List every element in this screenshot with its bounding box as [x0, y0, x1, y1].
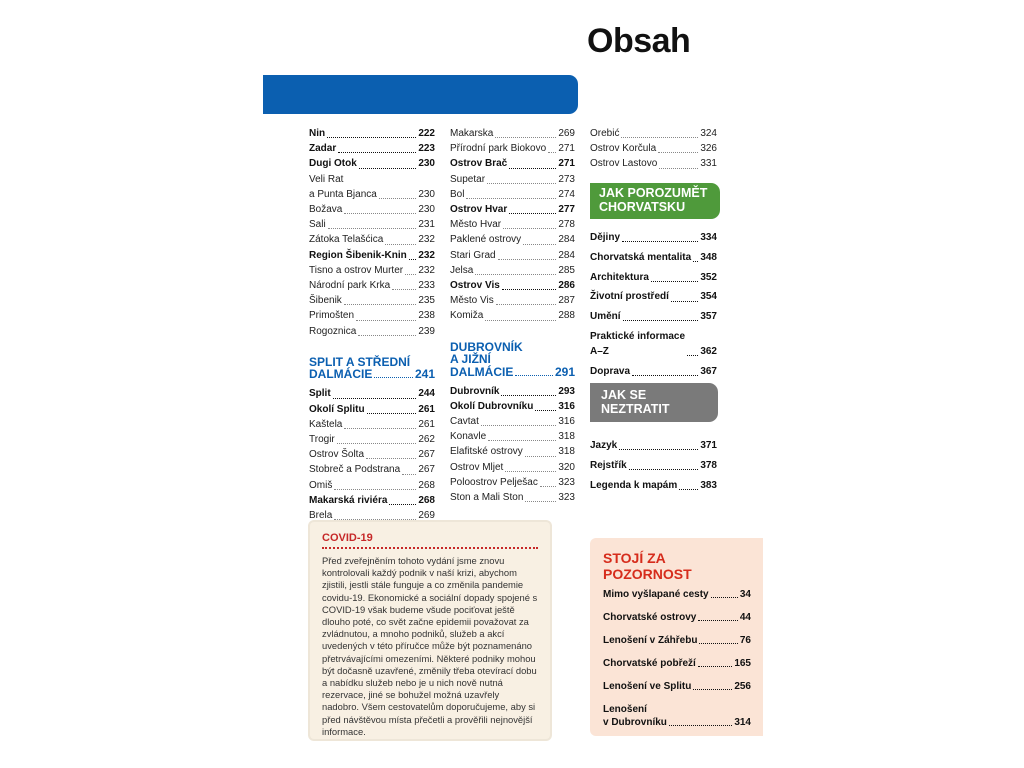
leader-dots: [693, 689, 732, 690]
understand-croatia-list: [590, 230, 717, 384]
section-heading-line: DUBROVNÍK: [450, 339, 523, 354]
toc-entry-label: Jelsa: [450, 264, 474, 276]
leader-dots: [502, 289, 556, 290]
toc-entry[interactable]: [590, 126, 717, 141]
leader-dots: [485, 320, 556, 321]
toc-entry-label: Přírodní park Biokovo: [450, 143, 547, 155]
toc-entry-label: Rejstřík: [590, 459, 627, 471]
page-number: 274: [558, 188, 575, 200]
survival-guide-list: [590, 438, 717, 497]
leader-dots: [632, 375, 698, 376]
page-number: 383: [700, 479, 717, 491]
page-number: 286: [558, 280, 575, 292]
toc-entry[interactable]: [309, 248, 435, 263]
toc-entry-label: Region Šibenik-Knin: [309, 249, 407, 261]
page-number: 284: [558, 249, 575, 261]
toc-entry-label: Orebić: [590, 128, 620, 139]
leader-dots: [509, 213, 556, 214]
toc-entry-label: Jazyk: [590, 440, 618, 451]
toc-entry-label: Makarska: [450, 128, 494, 139]
leader-dots: [658, 152, 698, 153]
toc-entry-label: Cavtat: [450, 416, 479, 428]
page-number: 230: [418, 158, 435, 170]
toc-entry-label: Supetar: [450, 173, 486, 185]
page-number: 291: [554, 364, 575, 379]
toc-entry-label: Dugi Otok: [309, 158, 357, 170]
toc-entry[interactable]: [309, 508, 435, 523]
leader-dots: [337, 443, 417, 444]
toc-entry[interactable]: [309, 278, 435, 293]
toc-entry[interactable]: [590, 329, 717, 359]
leader-dots: [495, 137, 556, 138]
toc-entry-label: Stobreč a Podstrana: [309, 464, 401, 476]
page-number: 231: [418, 219, 435, 231]
divider: [322, 547, 538, 549]
page-number: 318: [558, 446, 575, 458]
page-number: 277: [558, 204, 575, 216]
leader-dots: [328, 228, 417, 229]
toc-entry-label: Ostrov Brač: [450, 158, 508, 170]
page-number: 232: [418, 264, 435, 276]
toc-entry[interactable]: [450, 248, 575, 263]
toc-entry[interactable]: [309, 202, 435, 217]
toc-entry-label: Rogoznica: [309, 325, 357, 337]
leader-dots: [699, 643, 737, 644]
section-heading-dubrovnik[interactable]: [450, 341, 575, 379]
page-number: 318: [558, 431, 575, 443]
page-number: 244: [418, 388, 435, 400]
page-number: 284: [558, 234, 575, 246]
leader-dots: [385, 244, 416, 245]
toc-entry[interactable]: [450, 126, 575, 141]
toc-entry[interactable]: [309, 232, 435, 247]
leader-dots: [525, 501, 556, 502]
toc-entry-label: Národní park Krka: [309, 280, 391, 292]
toc-entry[interactable]: [309, 263, 435, 278]
toc-entry-label: Božava: [309, 204, 343, 216]
leader-dots: [619, 449, 698, 450]
page-number: 320: [558, 461, 575, 473]
toc-entry-label: Chorvatská mentalita: [590, 251, 692, 263]
page-number: 352: [700, 271, 717, 283]
page-number: 232: [418, 234, 435, 246]
toc-entry[interactable]: [450, 278, 575, 293]
leader-dots: [334, 489, 416, 490]
toc-entry-label: Okolí Splitu: [309, 403, 365, 415]
page-number: 235: [418, 295, 435, 307]
leader-dots: [366, 458, 416, 459]
leader-dots: [509, 168, 556, 169]
section-heading-line: A JIŽNÍ: [450, 352, 491, 367]
page-number: 371: [700, 440, 717, 451]
leader-dots: [344, 428, 416, 429]
toc-entry[interactable]: [309, 293, 435, 308]
toc-column-1: [309, 126, 435, 523]
leader-dots: [344, 213, 416, 214]
page-number: 233: [418, 280, 435, 292]
toc-entry-label: Ostrov Vis: [450, 280, 500, 292]
leader-dots: [344, 304, 417, 305]
toc-entry[interactable]: [603, 611, 751, 624]
toc-entry[interactable]: [450, 384, 575, 399]
leader-dots: [496, 304, 557, 305]
toc-entry-label: Makarská riviéra: [309, 494, 388, 506]
page-number: 314: [734, 717, 751, 728]
toc-entry[interactable]: [450, 414, 575, 429]
toc-entry[interactable]: [309, 172, 435, 202]
toc-entry-label: Omiš: [309, 479, 333, 491]
leader-dots: [466, 198, 556, 199]
toc-entry-label: Město Vis: [450, 295, 494, 307]
toc-entry-label: Ostrov Lastovo: [590, 158, 658, 170]
toc-entry-label: Ostrov Šolta: [309, 449, 365, 461]
leader-dots: [481, 425, 556, 426]
page-number: 271: [558, 158, 575, 170]
leader-dots: [659, 168, 698, 169]
toc-entry[interactable]: [450, 202, 575, 217]
leader-dots: [334, 519, 416, 520]
toc-entry[interactable]: [450, 293, 575, 308]
toc-entry-label: Legenda k mapám: [590, 479, 678, 491]
toc-entry[interactable]: [450, 187, 575, 202]
toc-entry-label: Split: [309, 388, 331, 400]
toc-column-2: [450, 126, 575, 505]
leader-dots: [669, 725, 732, 726]
leader-dots: [327, 137, 416, 138]
section-heading-line: NEZTRATIT: [601, 402, 670, 416]
leader-dots: [525, 456, 557, 457]
leader-dots: [523, 244, 556, 245]
page-number: 76: [739, 635, 751, 646]
toc-entry[interactable]: [450, 172, 575, 187]
toc-entry[interactable]: [450, 156, 575, 171]
toc-entry[interactable]: [603, 634, 751, 647]
toc-entry[interactable]: [309, 478, 435, 493]
toc-entry[interactable]: [309, 156, 435, 171]
toc-entry[interactable]: [590, 156, 717, 171]
toc-entry[interactable]: [590, 289, 717, 304]
leader-dots: [505, 471, 556, 472]
leader-dots: [487, 183, 556, 184]
leader-dots: [488, 440, 556, 441]
toc-entry-label: Tisno a ostrov Murter: [309, 264, 404, 276]
page-number: 323: [558, 476, 575, 488]
toc-entry[interactable]: [450, 475, 575, 490]
page-number: 269: [418, 509, 435, 521]
page-number: 288: [558, 310, 575, 322]
toc-entry[interactable]: [603, 588, 751, 601]
page-title: Obsah: [587, 22, 691, 60]
toc-entry-label: Chorvatské pobřeží: [603, 658, 696, 669]
leader-dots: [535, 410, 556, 411]
page-number: 268: [418, 494, 435, 506]
toc-entry-label: Lenošení ve Splitu: [603, 681, 692, 692]
leader-dots: [629, 469, 699, 470]
leader-dots: [409, 259, 417, 260]
leader-dots: [501, 395, 556, 396]
leader-dots: [405, 274, 416, 275]
toc-entry-label: Komiža: [450, 310, 484, 322]
toc-entry[interactable]: [309, 126, 435, 141]
leader-dots: [379, 198, 416, 199]
toc-entry-label: Lenošení v Záhřebu: [603, 635, 698, 646]
page-number: 324: [700, 128, 717, 139]
page-number: 261: [418, 403, 435, 415]
toc-entry[interactable]: [450, 232, 575, 247]
covid-notice-box: [310, 522, 550, 739]
header-blue-bar: [263, 75, 578, 114]
page-number: 331: [700, 158, 717, 170]
covid-title: COVID-19: [322, 532, 373, 544]
leader-dots: [402, 474, 416, 475]
leader-dots: [671, 301, 698, 302]
leader-dots: [338, 152, 416, 153]
toc-entry-label: Konavle: [450, 431, 487, 443]
page-number: 278: [558, 219, 575, 231]
leader-dots: [693, 261, 698, 262]
page-number: 268: [418, 479, 435, 491]
toc-entry[interactable]: [603, 703, 751, 729]
page-number: 271: [558, 143, 575, 155]
toc-entry-label: Trogir: [309, 433, 335, 445]
page-number: 44: [739, 612, 751, 623]
page-number: 232: [418, 249, 435, 261]
leader-dots: [679, 489, 698, 490]
leader-dots: [367, 413, 417, 414]
highlights-title-line: POZORNOST: [603, 566, 692, 582]
leader-dots: [359, 168, 417, 169]
toc-entry-label: Životní prostředí: [590, 291, 669, 303]
section-heading-line: JAK POROZUMĚT: [599, 186, 708, 200]
toc-entry-label: Ostrov Korčula: [590, 143, 657, 155]
highlights-title-line: STOJÍ ZA: [603, 550, 666, 566]
leader-dots: [540, 486, 556, 487]
toc-entry-label: Ostrov Hvar: [450, 204, 508, 216]
page-number: 267: [418, 449, 435, 461]
toc-entry-label: Ston a Mali Ston: [450, 492, 524, 504]
toc-entry-label: Stari Grad: [450, 249, 496, 261]
toc-entry-label: Veli Rat a Punta Bjanca: [309, 173, 377, 200]
toc-entry[interactable]: [450, 217, 575, 232]
page-number: 378: [700, 459, 717, 471]
toc-entry[interactable]: [603, 680, 751, 693]
page-number: 334: [700, 232, 717, 243]
page-number: 34: [739, 589, 751, 600]
leader-dots: [698, 666, 733, 667]
section-heading-line: DALMÁCIE: [450, 364, 514, 379]
toc-entry-label: Sali: [309, 219, 326, 231]
toc-entry[interactable]: [309, 493, 435, 508]
leader-dots: [503, 228, 556, 229]
page-number: 367: [700, 365, 717, 377]
page-number: 262: [418, 433, 435, 445]
leader-dots: [392, 289, 416, 290]
section-heading-line: SPLIT A STŘEDNÍ: [309, 354, 411, 369]
toc-entry-label: Poloostrov Pelješac: [450, 476, 538, 488]
page-number: 362: [700, 346, 717, 358]
toc-entry[interactable]: [590, 438, 717, 453]
page-number: 316: [558, 400, 575, 412]
page-number: 256: [734, 681, 751, 692]
toc-entry-label: Šibenik: [309, 295, 342, 307]
toc-entry-label: Praktické informace A–Z: [590, 330, 686, 358]
toc-entry-label: Architektura: [590, 271, 649, 283]
toc-entry-label: Chorvatské ostrovy: [603, 612, 697, 623]
leader-dots: [621, 137, 698, 138]
leader-dots: [498, 259, 557, 260]
page-number: 323: [558, 492, 575, 504]
toc-entry-label: Mimo vyšlapané cesty: [603, 589, 709, 600]
toc-entry[interactable]: [309, 386, 435, 401]
section-heading-line: CHORVATSKU: [599, 200, 686, 214]
page-number: 230: [418, 188, 435, 200]
toc-entry[interactable]: [590, 230, 717, 245]
covid-text: Před zveřejněním tohoto vydání jsme znovu kontrolovali každý podnik v naší krizi, abychom zjistili, jestli stále funguje a co změnila pandemie covidu-19. Ekonomické a sociální dopady spojené s COVID-19 však budeme všude pociťovat ještě dlouho poté, co svět začne epidemii považovat za zvládnutou, a mnoho podniků, služeb a akcí uvedených v této příručce může být poznamenáno přetrvávajícími omezeními. Některé podniky mohou být dočasně uzavřené, změnily třeba otevírací dobu a nabídku služeb nebo je u nich nově nutná rezervace, jiné se bohužel možná uzavřely nadobro. Všem cestovatelům doporučujeme, aby si před návštěvou místa přečetli a prověřili nejnovější informace.: [322, 555, 538, 737]
page-number: 348: [700, 251, 717, 263]
toc-entry-label: Kaštela: [309, 418, 343, 430]
toc-entry[interactable]: [309, 417, 435, 432]
toc-entry-label: Dubrovník: [450, 385, 500, 397]
leader-dots: [651, 281, 698, 282]
page-number: 287: [558, 295, 575, 307]
page-number: 273: [558, 173, 575, 185]
leader-dots: [711, 597, 738, 598]
toc-entry[interactable]: [590, 270, 717, 285]
toc-entry-label: Bol: [450, 188, 465, 200]
page-number: 238: [418, 310, 435, 322]
toc-entry-label: Okolí Dubrovníku: [450, 400, 534, 412]
toc-entry[interactable]: [450, 399, 575, 414]
toc-entry[interactable]: [309, 217, 435, 232]
toc-entry-label: Doprava: [590, 365, 631, 377]
leader-dots: [622, 241, 698, 242]
page-number: 241: [414, 367, 435, 382]
page-number: 239: [418, 325, 435, 337]
toc-entry[interactable]: [590, 458, 717, 473]
toc-entry[interactable]: [309, 432, 435, 447]
toc-entry-label: Paklené ostrovy: [450, 234, 522, 246]
toc-entry-label: Dějiny: [590, 232, 621, 243]
section-heading-line: DALMÁCIE: [309, 367, 373, 382]
page-number: 165: [734, 658, 751, 669]
toc-entry-label: Elafitské ostrovy: [450, 446, 523, 458]
page-number: 223: [418, 143, 435, 155]
toc-entry[interactable]: [309, 324, 435, 339]
section-heading-line: JAK SE: [601, 388, 647, 402]
toc-entry[interactable]: [603, 657, 751, 670]
toc-entry[interactable]: [309, 308, 435, 323]
leader-dots: [623, 320, 699, 321]
leader-dots: [356, 320, 416, 321]
page-number: 230: [418, 204, 435, 216]
highlights-box: [590, 538, 763, 736]
toc-entry-label: Město Hvar: [450, 219, 502, 231]
toc-entry[interactable]: [450, 490, 575, 505]
leader-dots: [333, 398, 417, 399]
toc-entry[interactable]: [450, 263, 575, 278]
toc-entry-label: Zadar: [309, 143, 337, 155]
page-number: 316: [558, 416, 575, 428]
toc-entry[interactable]: [590, 309, 717, 324]
toc-entry[interactable]: [309, 447, 435, 462]
leader-dots: [358, 335, 416, 336]
leader-dots: [698, 620, 738, 621]
page-number: 357: [700, 311, 717, 323]
page-number: 354: [700, 291, 717, 303]
toc-entry-label: Ostrov Mljet: [450, 461, 504, 473]
section-heading-understand-croatia[interactable]: [590, 183, 720, 219]
section-heading-survival-guide[interactable]: [590, 383, 718, 422]
page-number: 267: [418, 464, 435, 476]
toc-entry[interactable]: [309, 402, 435, 417]
toc-entry[interactable]: [450, 460, 575, 475]
toc-column-3: [590, 126, 717, 172]
leader-dots: [389, 504, 416, 505]
page-number: 285: [558, 264, 575, 276]
toc-entry-label: Nin: [309, 128, 326, 139]
toc-entry[interactable]: [309, 462, 435, 477]
toc-entry[interactable]: [450, 444, 575, 459]
toc-entry[interactable]: [590, 250, 717, 265]
page-number: 222: [418, 128, 435, 139]
toc-entry[interactable]: [309, 141, 435, 156]
page-number: 269: [558, 128, 575, 139]
page-number: 261: [418, 418, 435, 430]
leader-dots: [548, 152, 556, 153]
leader-dots: [475, 274, 556, 275]
toc-entry-label: Primošten: [309, 310, 355, 322]
toc-entry-label: Brela: [309, 509, 333, 521]
page-number: 293: [558, 385, 575, 397]
section-heading-split[interactable]: [309, 356, 435, 382]
toc-entry[interactable]: [590, 364, 717, 379]
toc-entry[interactable]: [590, 478, 717, 493]
page-number: 326: [700, 143, 717, 155]
toc-entry[interactable]: [450, 429, 575, 444]
leader-dots: [687, 355, 698, 356]
toc-entry[interactable]: [450, 308, 575, 323]
toc-entry-label: Lenošení v Dubrovníku: [603, 704, 667, 728]
toc-entry-label: Umění: [590, 311, 621, 323]
toc-entry[interactable]: [450, 141, 575, 156]
toc-entry-label: Zátoka Telašćica: [309, 234, 384, 246]
toc-entry[interactable]: [590, 141, 717, 156]
